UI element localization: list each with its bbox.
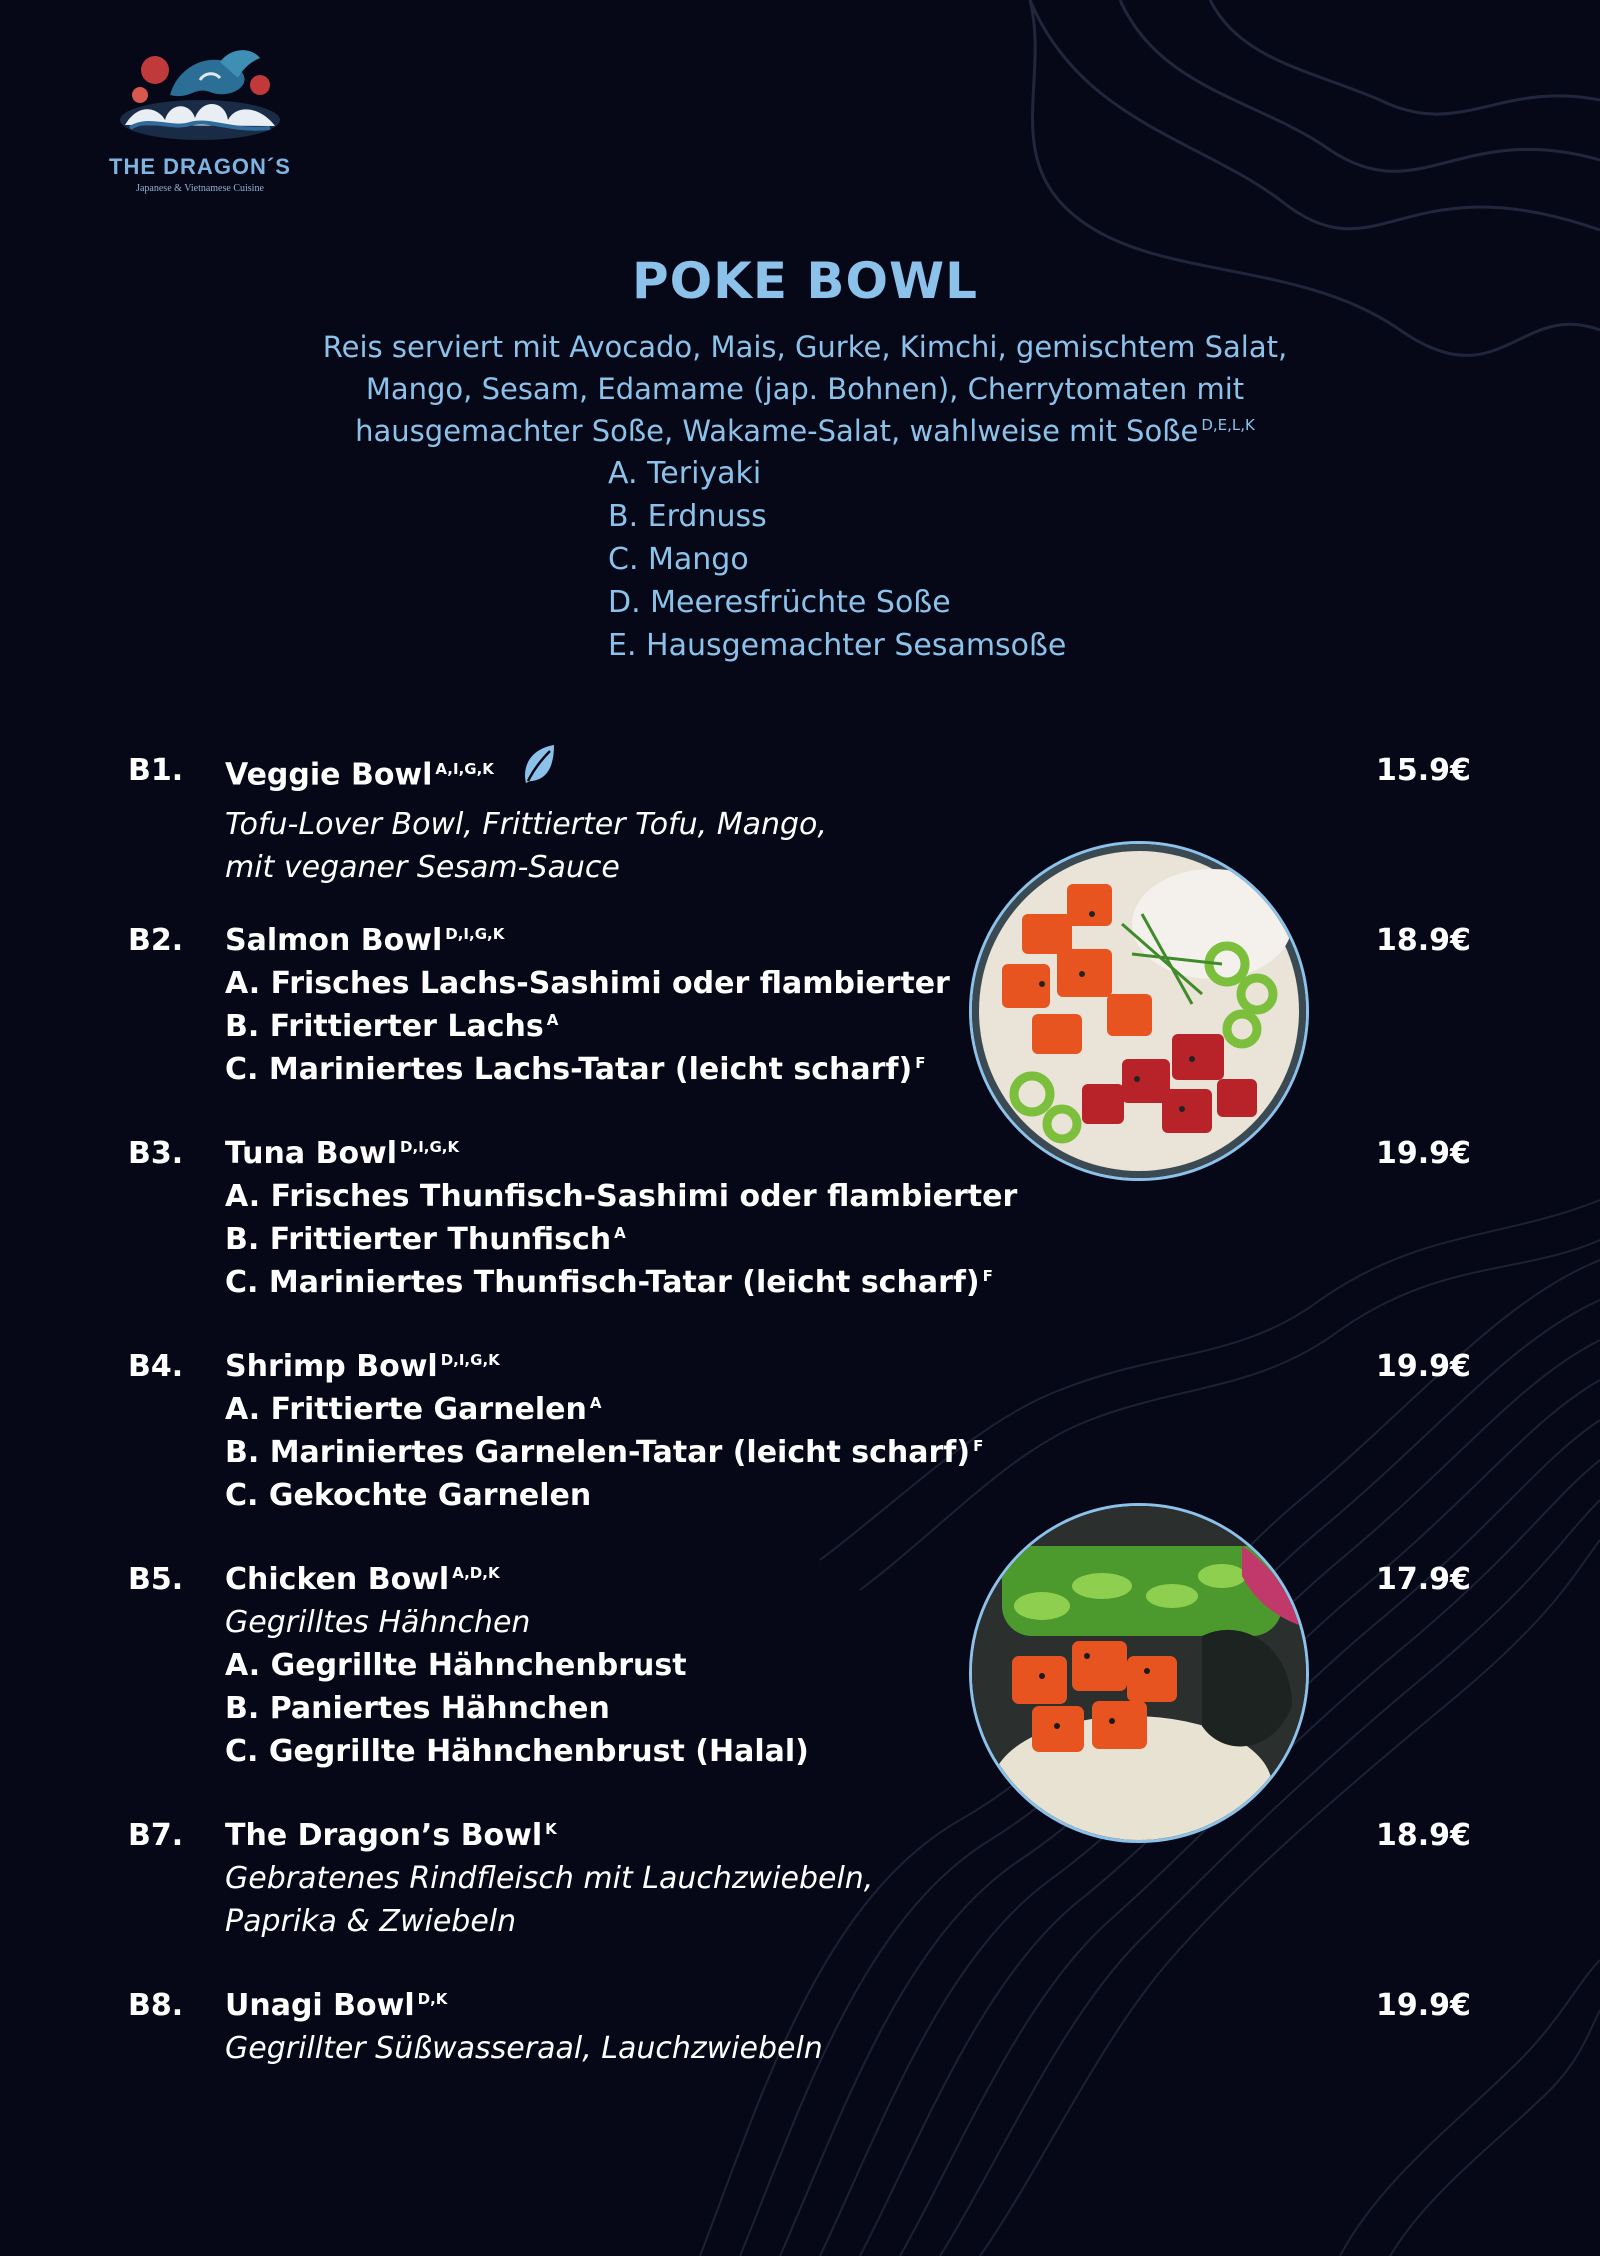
description-allergens: D,E,L,K [1201,416,1255,435]
item-option-text: C. Gegrillte Hähnchenbrust (Halal) [225,1734,809,1769]
item-description: Tofu-Lover Bowl, Frittierter Tofu, Mango, [225,807,827,842]
item-option [225,1644,965,1687]
item-body [225,1132,1018,1304]
item-name: Chicken Bowl [225,1562,450,1597]
item-code: B2. [128,923,184,958]
item-price: 18.9€ [1376,923,1471,958]
item-body [225,1558,965,1773]
item-option [225,1474,965,1517]
item-option [225,1388,965,1431]
item-option [225,1687,965,1730]
item-option [225,1175,1018,1218]
item-name: Veggie Bowl [225,757,433,793]
item-description: Gebratenes Rindfleisch mit Lauchzwiebeln, [225,1861,874,1896]
item-option-text: B. Frittierter Lachs [225,1009,544,1044]
chicken-poke-bowl-photo [969,1503,1309,1843]
item-body [225,1984,965,2070]
item-code: B4. [128,1349,184,1384]
item-name-row [225,1132,965,1175]
sauce-option: B. Erdnuss [608,499,767,534]
sauce-option: A. Teriyaki [608,456,762,491]
item-option-text: C. Gekochte Garnelen [225,1478,592,1513]
item-body [225,749,965,889]
item-name: Salmon Bowl [225,923,443,958]
item-description: Gegrillter Süßwasseraal, Lauchzwiebeln [225,2031,823,2066]
item-body [225,919,965,1091]
item-option-allergens: F [915,1054,926,1072]
item-name: Unagi Bowl [225,1988,415,2023]
section-description [250,326,1360,452]
item-option-text: C. Mariniertes Lachs-Tatar (leicht scharf) [225,1052,913,1087]
item-body [225,1814,965,1943]
item-option [225,1730,965,1773]
item-code: B5. [128,1562,184,1597]
item-name-row [225,1345,965,1388]
item-name: Shrimp Bowl [225,1349,438,1384]
item-code: B1. [128,753,184,788]
item-option [225,1005,965,1048]
item-option-text: B. Frittierter Thunfisch [225,1222,612,1257]
item-option-text: B. Paniertes Hähnchen [225,1691,610,1726]
item-code: B8. [128,1988,184,2023]
item-description: Paprika & Zwiebeln [225,1904,517,1939]
item-name: The Dragon’s Bowl [225,1818,543,1853]
item-allergens: D,I,G,K [440,1351,500,1369]
item-description: mit veganer Sesam-Sauce [225,850,620,885]
dragon-wave-logo-icon [110,40,290,150]
sauce-option: D. Meeresfrüchte Soße [608,585,951,620]
item-name-row [225,919,965,962]
item-option-allergens: F [982,1267,993,1285]
item-option-allergens: A [589,1394,602,1412]
item-option-allergens: A [614,1224,626,1242]
description-line-text: hausgemachter Soße, Wakame-Salat, wahlweise mit Soße [355,414,1199,448]
item-price: 18.9€ [1376,1818,1471,1853]
description-line [250,410,1360,452]
sauce-list [608,452,1066,667]
item-option [225,1048,965,1091]
salmon-poke-bowl-photo [969,841,1309,1181]
item-option [225,1218,965,1261]
item-description: Gegrilltes Hähnchen [225,1605,531,1640]
brand-logo [90,40,310,200]
item-option-text: B. Mariniertes Garnelen-Tatar (leicht scharf) [225,1435,971,1470]
item-allergens: D,I,G,K [400,1138,460,1156]
vegan-leaf-icon [522,743,556,797]
item-option-allergens: F [973,1437,984,1455]
item-allergens: A,D,K [452,1564,500,1582]
item-price: 19.9€ [1376,1136,1471,1171]
item-option-text: C. Mariniertes Thunfisch-Tatar (leicht scharf) [225,1265,980,1300]
brand-subtitle: Japanese & Vietnamese Cuisine [136,183,264,194]
item-allergens: K [545,1820,557,1838]
item-option [225,962,965,1005]
item-allergens: A,I,G,K [435,759,494,778]
item-option [225,1431,984,1474]
sauce-option: E. Hausgemachter Sesamsoße [608,628,1067,663]
item-option-text: A. Frisches Lachs-Sashimi oder flambierter [225,966,950,1001]
item-name: Tuna Bowl [225,1136,398,1171]
item-body [225,1345,984,1517]
item-allergens: D,I,G,K [445,925,505,943]
item-name-row [225,1558,965,1601]
item-option-text: A. Gegrillte Hähnchenbrust [225,1648,687,1683]
brand-name: THE DRAGON´S [109,154,291,179]
item-name-row [225,1814,965,1857]
item-code: B3. [128,1136,184,1171]
item-option-allergens: A [546,1011,559,1029]
section-title: POKE BOWL [631,252,979,310]
description-line: Mango, Sesam, Edamame (jap. Bohnen), Cherrytomaten mit [365,372,1245,406]
item-name-row [225,1984,965,2027]
item-code: B7. [128,1818,184,1853]
item-price: 19.9€ [1376,1349,1471,1384]
item-price: 19.9€ [1376,1988,1471,2023]
item-price: 17.9€ [1376,1562,1471,1597]
item-name-row [225,749,965,803]
item-option [225,1261,993,1304]
sauce-option: C. Mango [608,542,749,577]
item-option-text: A. Frittierte Garnelen [225,1392,587,1427]
item-option-text: A. Frisches Thunfisch-Sashimi oder flambierter [225,1179,1018,1214]
item-allergens: D,K [417,1990,448,2008]
item-price: 15.9€ [1376,753,1471,788]
description-line: Reis serviert mit Avocado, Mais, Gurke, Kimchi, gemischtem Salat, [322,330,1288,364]
